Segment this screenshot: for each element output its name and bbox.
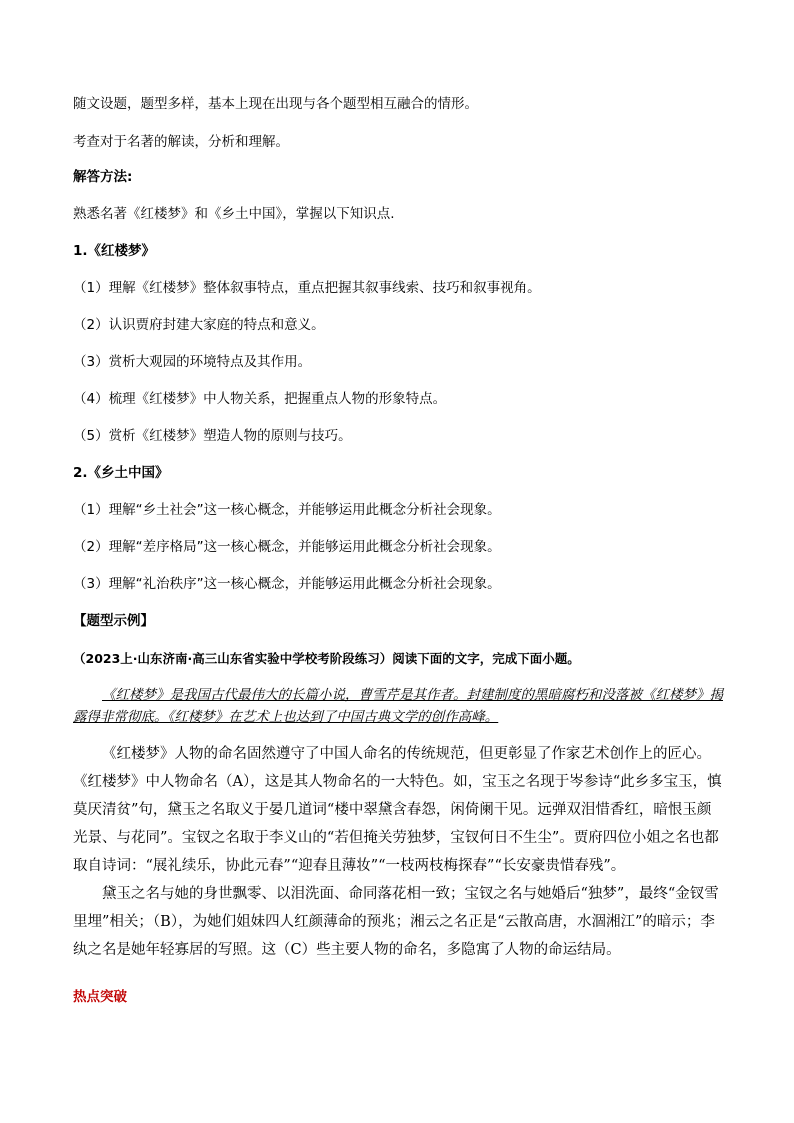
hlm-item-5: （5）赏析《红楼梦》塑造人物的原则与技巧。 [73,428,352,444]
section-heading-xiangtu: 2.《乡土中国》 [73,465,169,481]
hlm-item-2: （2）认识贾府封建大家庭的特点和意义。 [73,317,325,333]
hlm-item-3: （3）赏析大观园的环境特点及其作用。 [73,354,312,370]
hlm-item-1: （1）理解《红楼梦》整体叙事特点，重点把握其叙事线索、技巧和叙事视角。 [73,280,541,296]
section-heading-hongloumeng: 1.《红楼梦》 [73,243,156,259]
hot-topics-heading: 热点突破 [73,989,127,1005]
passage-paragraph-3: 黛玉之名与她的身世飘零、以泪洗面、命同落花相一致；宝钗之名与她婚后“独梦”，最终“金钗雪里埋”相关；（B），为她们姐妹四人红颜薄命的预兆；湘云之名正是“云散高唐，水涸湘江”的暗示；李纨之名是她年轻寡居的写照。这（C）些主要人物的命名，多隐寓了人物的命运结局。 [73,886,719,958]
intro-line-1: 随文设题，题型多样，基本上现在出现与各个题型相互融合的情形。 [73,96,478,112]
question-source: （2023上·山东济南·高三山东省实验中学校考阶段练习）阅读下面的文字，完成下面小题。 [73,651,580,666]
xt-item-2: （2）理解“差序格局”这一核心概念，并能够运用此概念分析社会现象。 [73,539,501,555]
xt-item-1: （1）理解“乡土社会”这一核心概念，并能够运用此概念分析社会现象。 [73,502,501,518]
intro-line-2: 考查对于名著的解读，分析和理解。 [73,134,289,150]
passage-paragraph-1: 《红楼梦》是我国古代最伟大的长篇小说，曹雪芹是其作者。封建制度的黑暗腐朽和没落被《红楼梦》揭露得非常彻底。《红楼梦》在艺术上也达到了中国古典文学的创作高峰。 [73,687,723,725]
hlm-item-4: （4）梳理《红楼梦》中人物关系，把握重点人物的形象特点。 [73,391,447,407]
xt-item-3: （3）理解“礼治秩序”这一核心概念，并能够运用此概念分析社会现象。 [73,576,501,592]
passage-paragraph-2: 《红楼梦》人物的命名固然遵守了中国人命名的传统规范，但更彰显了作家艺术创作上的匠心。《红楼梦》中人物命名（A），这是其人物命名的一大特色。如，宝玉之名现于岑参诗“此乡多宝玉，慎莫厌清贫”句，黛玉之名取义于晏几道词“楼中翠黛含春怨，闲倚阑干见。远弹双泪惜香红，暗恨玉颜光景、与花同”。宝钗之名取于李义山的“若但掩关劳独梦，宝钗何日不生尘”。贾府四位小姐之名也都取自诗词：“展礼续乐，协此元春”“迎春且薄妆”“一枝两枝梅探春”“长安豪贵惜春残”。 [73,746,722,874]
example-heading: 【题型示例】 [73,613,154,629]
method-heading: 解答方法: [73,169,133,185]
method-intro: 熟悉名著《红楼梦》和《乡土中国》，掌握以下知识点. [73,206,395,222]
